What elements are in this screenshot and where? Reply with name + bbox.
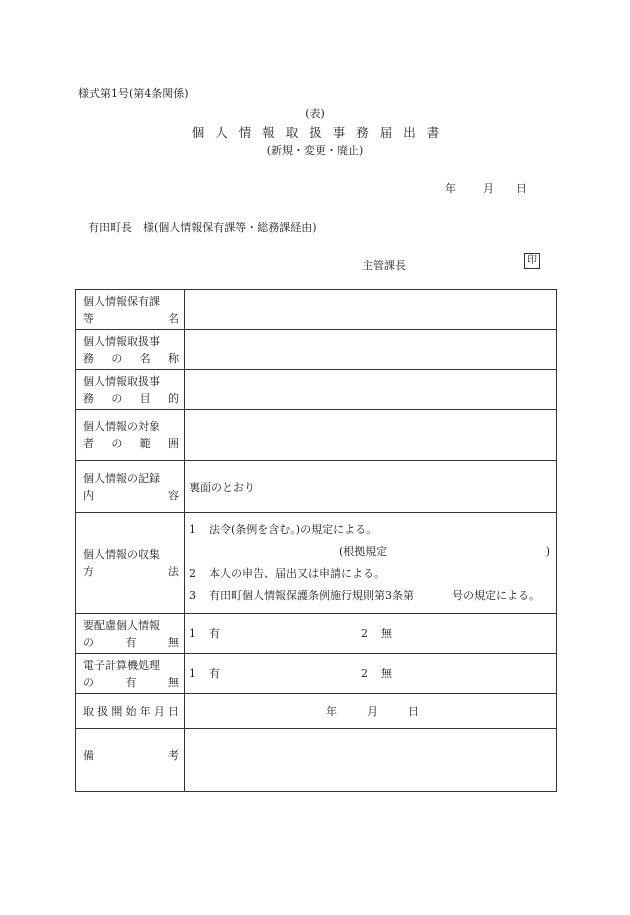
- record-content-field[interactable]: 裏面のとおり: [185, 461, 557, 513]
- form-number: 様式第1号(第4条関係): [78, 87, 189, 100]
- remarks-label: 備考: [76, 729, 185, 792]
- chief-label: 主管課長: [362, 259, 406, 272]
- subject-scope-label: 個人情報の対象 者の範囲: [76, 410, 185, 461]
- table-row: [76, 370, 557, 410]
- subject-scope-field[interactable]: [185, 410, 557, 461]
- collection-option-3[interactable]: 3 有田町個人情報保護条例施行規則第3条第 号の規定による。: [189, 589, 540, 602]
- addressee: 有田町長 様(個人情報保有課等・総務課経由): [88, 221, 317, 234]
- table-row: [76, 694, 557, 729]
- record-content-label: 個人情報の記録 内容: [76, 461, 185, 513]
- collection-option-2[interactable]: 2 本人の申告、届出又は申請による。: [189, 567, 385, 580]
- table-row: [76, 290, 557, 330]
- front-side-marker: (表): [305, 107, 325, 120]
- sensitive-info-label: 要配慮個人情報 の有無: [76, 614, 185, 654]
- seal-mark: 印: [524, 253, 540, 269]
- collection-option-1[interactable]: 1 法令(条例を含む。)の規定による。: [189, 523, 378, 536]
- sensitive-info-yes[interactable]: 1 有: [189, 626, 220, 640]
- legal-basis-field[interactable]: (根拠規定 ): [339, 545, 550, 558]
- start-date-label: 取扱開始年月日: [76, 694, 185, 729]
- table-row: [76, 461, 557, 513]
- computer-processing-no[interactable]: 2 無: [361, 666, 392, 680]
- affair-name-field[interactable]: [185, 330, 557, 370]
- remarks-field[interactable]: [185, 729, 557, 792]
- computer-processing-yes[interactable]: 1 有: [189, 666, 220, 680]
- table-row: [76, 729, 557, 792]
- computer-processing-options: [185, 654, 557, 694]
- table-row: [76, 410, 557, 461]
- affair-purpose-label: 個人情報取扱事 務の目的: [76, 370, 185, 410]
- notification-table: [75, 289, 557, 792]
- form-type-options: (新規・変更・廃止): [266, 144, 364, 157]
- table-row: [76, 654, 557, 694]
- affair-name-label: 個人情報取扱事 務の名称: [76, 330, 185, 370]
- table-row: [76, 330, 557, 370]
- date-year-label: 年: [445, 182, 456, 195]
- collection-method-options: [185, 513, 557, 614]
- date-day-label: 日: [516, 182, 527, 195]
- holding-section-field[interactable]: [185, 290, 557, 330]
- collection-method-label: 個人情報の収集 方法: [76, 513, 185, 614]
- holding-section-label: 個人情報保有課 等名: [76, 290, 185, 330]
- affair-purpose-field[interactable]: [185, 370, 557, 410]
- table-row: [76, 513, 557, 614]
- sensitive-info-options: [185, 614, 557, 654]
- computer-processing-label: 電子計算機処理 の有無: [76, 654, 185, 694]
- form-title: 個人情報取扱事務届出書: [191, 125, 451, 140]
- sensitive-info-no[interactable]: 2 無: [361, 626, 392, 640]
- start-date-field[interactable]: 年 月 日: [185, 694, 557, 729]
- date-month-label: 月: [483, 182, 494, 195]
- table-row: [76, 614, 557, 654]
